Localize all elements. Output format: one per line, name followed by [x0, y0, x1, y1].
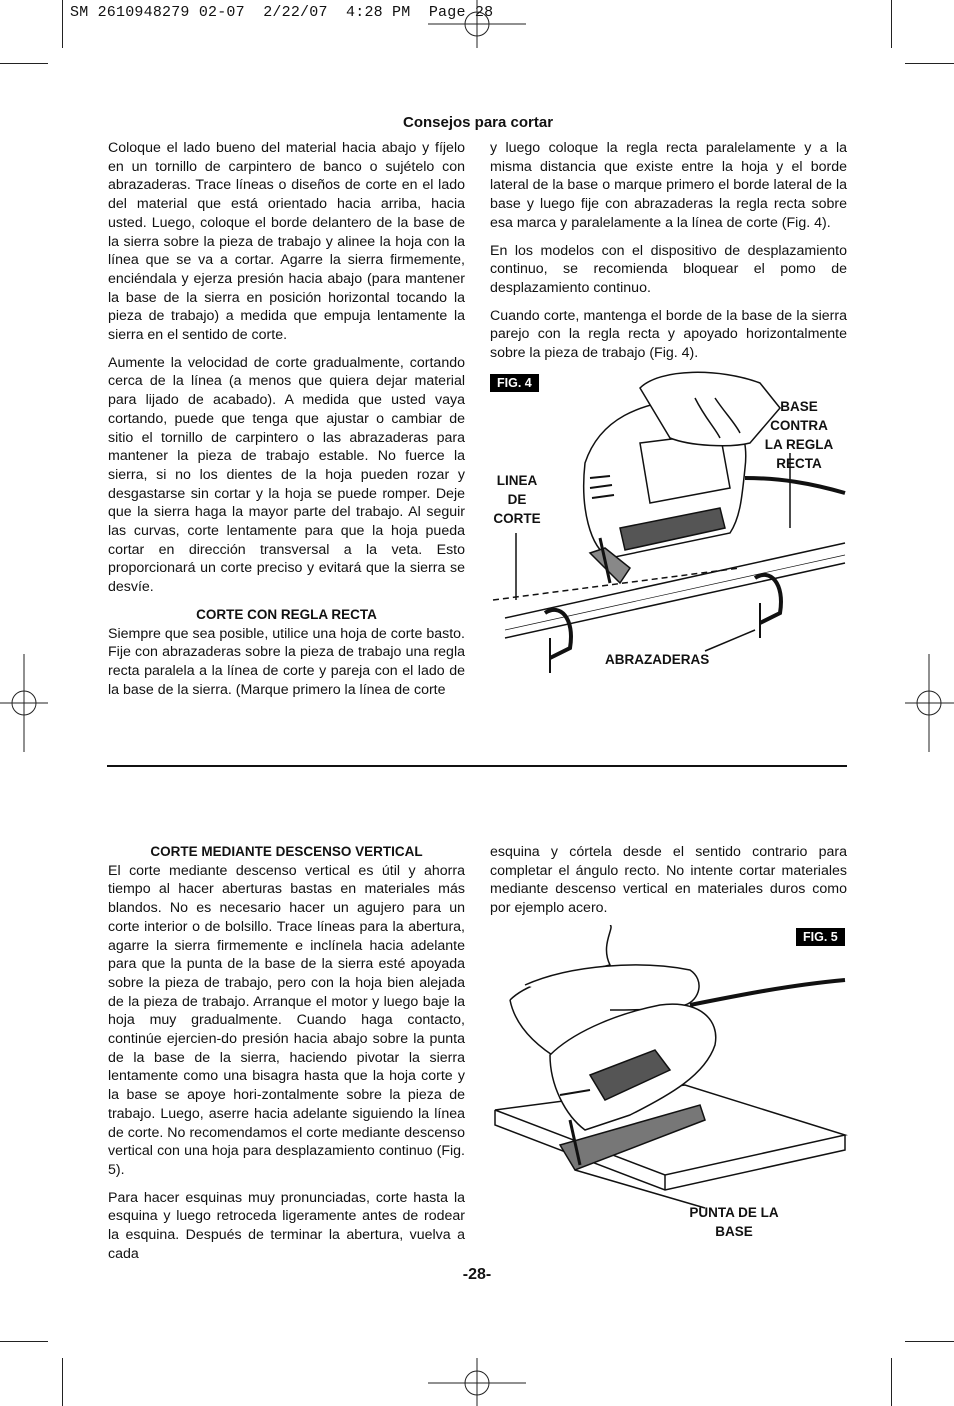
paragraph: Cuando corte, mantenga el borde de la base de la sierra parejo con la regla recta y apoyado horizontalmente sobre la pieza de trabajo (Fig. 4). [490, 307, 847, 362]
subheading: CORTE MEDIANTE DESCENSO VERTICAL [150, 844, 423, 859]
paragraph: El corte mediante descenso vertical es útil y ahorra tiempo al hacer aberturas bastas en materiales más blandos. No es necesario hacer un agujero para un corte interior o de bolsillo. Trace líneas para la abertura, agarre la sierra firmemente e inclínela hacia adelante para que la punta de la base de la sierra esté apoyada sobre la pieza de trabajo, pero con la hoja bien alejada de la pieza de trabajo. Arranque el motor y luego baje la hoja muy gradualmente. Cuando haga contacto, continúe ejercien-do presión hacia abajo sobre la punta de la base de la sierra, haciendo pivotar la sierra lentamente como una bisagra hasta que la hoja corte y la base se apoye hori-zontalmente sobre la pieza de trabajo. Luego, aserre hacia adelante siguiendo la línea de corte. No recomendamos el corte mediante descenso vertical con una hoja para desplazamiento continuo (Fig. 5). [108, 862, 465, 1178]
section-title: Consejos para cortar [403, 114, 554, 131]
bottom-left-column [108, 843, 465, 1272]
figure-tag: FIG. 4 [490, 374, 539, 392]
label-base-contra: BASE CONTRA LA REGLA RECTA [764, 399, 834, 471]
label-abrazaderas: ABRAZADERAS [605, 652, 710, 667]
paragraph: Aumente la velocidad de corte gradualmente, cortando cerca de la línea (a menos que quiera dejar material para lijado de acabado). A medida que usted vaya cortando, puede que tenga que ajustar o cambiar de sitio el tornillo de carpintero o las abrazaderas para mantener la pieza de trabajo estable. No fuerce la sierra, si no los dientes de la hoja pueden rozar y desgastarse sin cortar y la hoja se puede romper. Deje que la sierra haga la mayor parte del trabajo. Al seguir las curvas, corte lentamente para que la hoja pueda cortar en dirección transversal a la veta. Esto proporcionará un corte preciso y evitará que la sierra se desvíe. [108, 354, 465, 596]
left-column [108, 139, 465, 708]
paragraph: esquina y córtela desde el sentido contrario para completar el ángulo recto. No intente cortar materiales mediante descenso vertical en materiales duros como por ejemplo acero. [490, 844, 847, 917]
paragraph: Para hacer esquinas muy pronunciadas, corte hasta la esquina y luego retroceda ligeramente antes de rodear la esquina. Después de terminar la abertura, vuelva a cada [108, 1189, 465, 1262]
subheading: CORTE CON REGLA RECTA [196, 606, 377, 622]
paragraph: Siempre que sea posible, utilice una hoja de corte basto. Fije con abrazaderas sobre la pieza de trabajo una regla recta paralela a la línea de corte y pareja con el lado de la base de la sierra. (Marque primero la línea de corte [108, 625, 465, 698]
figure-tag: FIG. 5 [796, 928, 845, 946]
paragraph: Coloque el lado bueno del material hacia abajo y fíjelo en un tornillo de carpintero de banco o sujételo con abrazaderas. Trace líneas o diseños de corte en el lado del material que está orientado hacia arriba, hacia usted. Luego, coloque el borde delantero de la base de la sierra sobre la pieza de trabajo y alinee la hoja con la línea que se va a cortar. Agarre la sierra firmemente, enciéndala y ejerza presión hacia abajo (para mantener la base de la sierra en posición horizontal tocando la pieza de trabajo) a medida que empuja lentamente la sierra en el sentido de corte. [108, 140, 465, 344]
paragraph: En los modelos con el dispositivo de desplazamiento continuo, se recomienda bloquear el pomo de desplazamiento continuo. [490, 242, 847, 296]
label-linea-de-corte: LINEA DE CORTE [493, 473, 541, 526]
print-slug: SM 2610948279 02-07 2/22/07 4:28 PM Page 28 [70, 4, 494, 21]
paragraph: y luego coloque la regla recta paralelamente y a la misma distancia que existe entre la hoja y el borde lateral de la base o marque primero el borde lateral de la base y luego fije con abrazaderas la regla recta sobre esa marca y paralelamente a la línea de corte (Fig. 4). [490, 140, 847, 231]
bottom-right-column [490, 843, 847, 927]
page-number: -28- [462, 1266, 492, 1283]
label-punta-de-la-base: PUNTA DE LA BASE [689, 1205, 779, 1239]
section-divider [107, 765, 847, 767]
right-column [490, 139, 847, 372]
plunge-cut-illustration [490, 925, 850, 1210]
